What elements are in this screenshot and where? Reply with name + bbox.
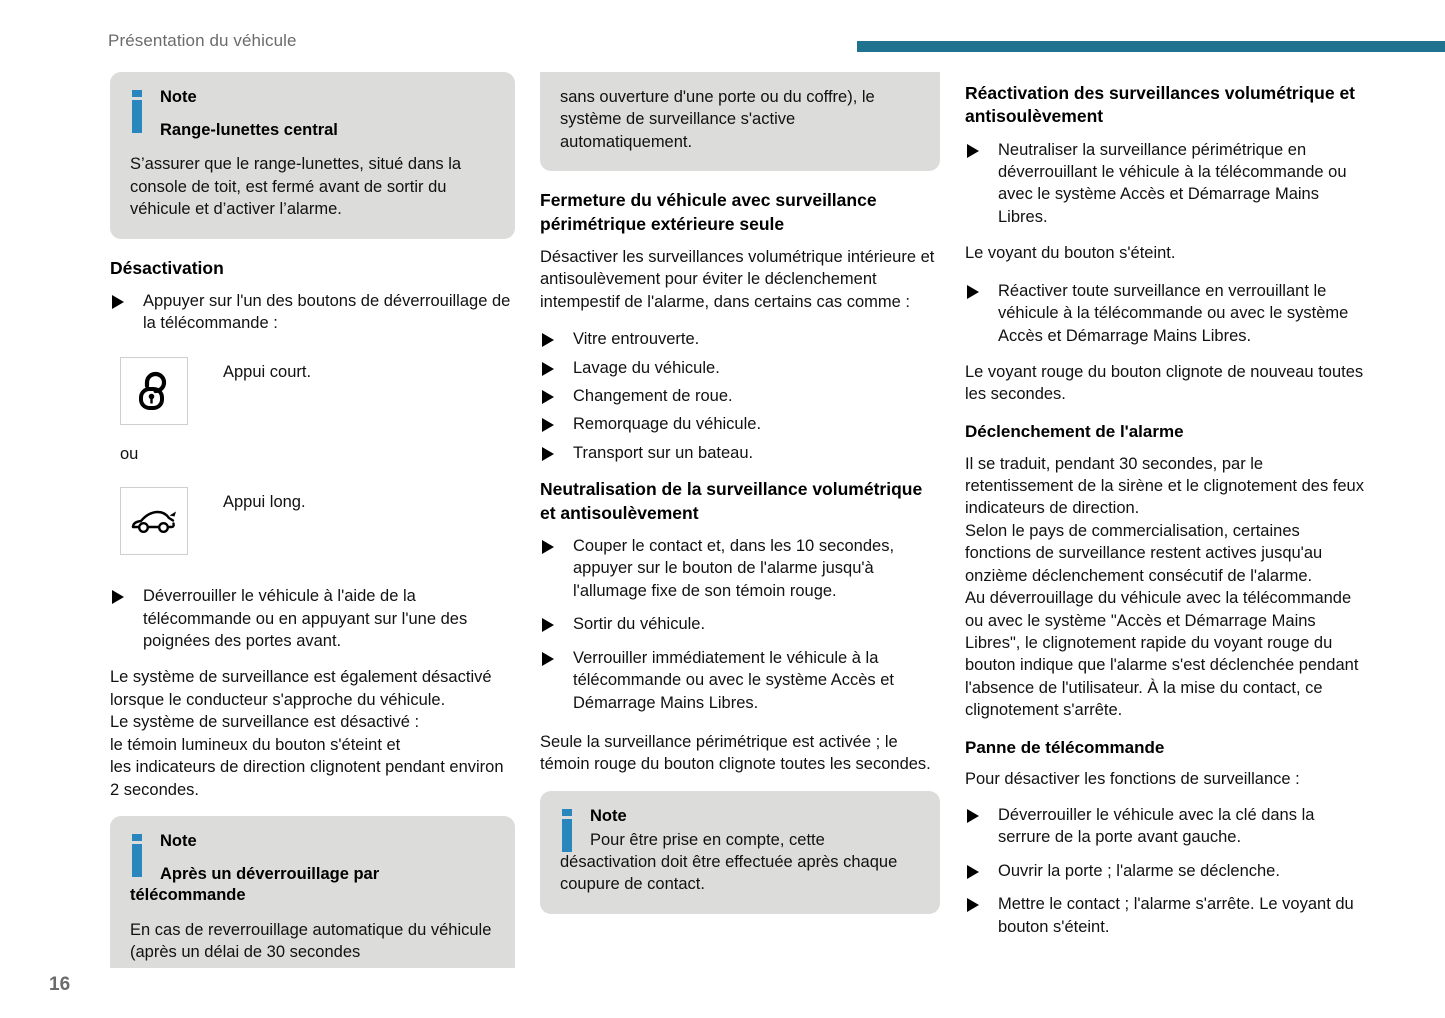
list-item-label: Ouvrir la porte ; l'alarme se déclenche. [998,861,1280,880]
list-item-label: Sortir du véhicule. [573,615,706,634]
note-box-apres-deverrouillage [110,816,515,968]
list-item [540,613,940,635]
list-reactiver-surveillance [965,280,1365,347]
page-title: Présentation du véhicule [108,31,297,50]
triangle-bullet-icon [967,865,979,879]
heading-reactivation: Réactivation des surveillances volumétrique et antisoulèvement [965,83,1356,127]
list-item-label: Vitre entrouverte. [573,330,700,349]
column-1 [0,72,530,962]
paragraph-declenchement-1: Il se traduit, pendant 30 secondes, par le retentissement de la sirène et le clignotement des feux indicateurs de direction. [965,454,1364,518]
triangle-bullet-icon [542,418,554,432]
note-box-continued [540,72,940,171]
paragraph-temoin-lumineux: le témoin lumineux du bouton s'éteint et [110,735,401,754]
list-item-label: Verrouiller immédiatement le véhicule à la télécommande ou avec le système Accès et Démarrage Mains Libres. [573,648,894,712]
triangle-bullet-icon [542,333,554,347]
paragraph-pour-desactiver: Pour désactiver les fonctions de surveillance : [965,770,1300,789]
triangle-bullet-icon [542,652,554,666]
column-3 [955,72,1445,958]
list-item-label: Transport sur un bateau. [573,443,754,462]
triangle-bullet-icon [542,447,554,461]
note-body: S’assurer que le range-lunettes, situé dans la console de toit, est fermé avant de sortir du véhicule et d’activer l’alarme. [130,155,462,219]
list-panne-steps [965,804,1365,938]
car-side-icon [128,501,180,541]
list-item [540,413,940,435]
note-body: En cas de reverrouillage automatique du véhicule (après un délai de 30 secondes [130,920,492,962]
list-item [540,535,940,602]
list-item-label: Couper le contact et, dans les 10 secondes, appuyer sur le bouton de l'alarme jusqu'à l'allumage fixe de son témoin rouge. [573,536,895,600]
content-columns [0,72,1445,962]
paragraph-declenchement-3: Au déverrouillage du véhicule avec la télécommande ou avec le système "Accès et Démarrage Mains Libres", le clignotement rapide du voyant rouge du bouton indique que l'alarme s'est déclenchée pendant l'absence de l'utilisateur. À la mise du contact, ce clignotement s'arrête. [965,589,1359,720]
pictogram-caption: Appui long. [223,493,306,512]
list-item-label: Déverrouiller le véhicule avec la clé dans la serrure de la porte avant gauche. [998,805,1315,847]
heading-desactivation: Désactivation [110,257,224,278]
triangle-bullet-icon [542,618,554,632]
note-label: Note [160,832,197,851]
header-accent-rule [857,41,1445,52]
list-item-label: Changement de roue. [573,387,733,406]
triangle-bullet-icon [967,285,979,299]
paragraph-voyant-rouge-clignote: Le voyant rouge du bouton clignote de nouveau toutes les secondes. [965,363,1364,404]
list-item [110,585,515,652]
paragraph-systeme-desactive-1: Le système de surveillance est également désactivé lorsque le conducteur s'approche du véhicule. [110,668,492,709]
triangle-bullet-icon [542,540,554,554]
list-item-label: Réactiver toute surveillance en verrouillant le véhicule à la télécommande ou avec le système Accès et Démarrage Mains Libres. [998,281,1349,345]
pictogram-frame [120,487,188,555]
triangle-bullet-icon [967,898,979,912]
heading-panne-telecommande: Panne de télécommande [965,737,1165,757]
note-box-range-lunettes [110,72,515,239]
paragraph-desactiver-surveillances: Désactiver les surveillances volumétrique intérieure et antisoulèvement pour éviter le déclenchement intempestif de l'alarme, dans certains cas comme : [540,247,935,311]
heading-neutralisation: Neutralisation de la surveillance volumétrique et antisoulèvement [540,479,923,523]
paragraph-seule-surveillance: Seule la surveillance périmétrique est activée ; le témoin rouge du bouton clignote toutes les secondes. [540,732,931,774]
list-desactivation-steps [110,290,515,335]
info-icon [132,90,142,133]
list-item [965,139,1365,229]
list-item [965,280,1365,347]
paragraph-declenchement-2: Selon le pays de commercialisation, certaines fonctions de surveillance restent actives jusqu'au onzième déclenchement consécutif de l'alarme. [965,521,1323,585]
triangle-bullet-icon [542,390,554,404]
triangle-bullet-icon [112,295,124,309]
paragraph-indicateurs-direction: les indicateurs de direction clignotent pendant environ 2 secondes. [110,758,504,799]
list-item-label: Appuyer sur l'un des boutons de déverrouillage de la télécommande : [143,291,511,333]
list-item [965,804,1365,849]
list-item-label: Mettre le contact ; l'alarme s'arrête. Le voyant du bouton s'éteint. [998,895,1354,936]
page-header [0,0,1445,60]
list-item-label: Déverrouiller le véhicule à l'aide de la télécommande ou en appuyant sur l'une des poignées des portes avant. [143,587,468,650]
note-box-coupure-contact [540,791,940,914]
unlock-padlock-icon [130,367,178,415]
pictogram-frame [120,357,188,425]
note-subheading: Après un déverrouillage par télécommande [130,864,380,905]
list-item-label: Neutraliser la surveillance périmétrique en déverrouillant le véhicule à la télécommande ou avec le système Accès et Démarrage Mains Libres. [998,140,1347,226]
triangle-bullet-icon [967,809,979,823]
list-deverrouiller [110,585,515,652]
info-icon [132,834,142,877]
list-item [540,328,940,350]
info-icon [562,809,572,852]
note-label: Note [590,806,627,825]
paragraph-voyant-eteint: Le voyant du bouton s'éteint. [965,244,1176,263]
heading-declenchement-alarme: Déclenchement de l'alarme [965,421,1184,441]
list-neutraliser-perimetrique [965,139,1365,229]
list-item [540,385,940,407]
list-item-label: Remorquage du véhicule. [573,415,762,434]
note-body: Pour être prise en compte, cette désactivation doit être effectuée après chaque coupure de contact. [560,830,898,894]
pictogram-caption: Appui court. [223,362,312,381]
pictogram-row-appui-long [120,487,515,555]
list-neutralisation-steps [540,535,940,714]
column-2 [530,72,955,958]
note-subheading: Range-lunettes central [160,120,338,139]
note-body-continued: sans ouverture d'une porte ou du coffre), le système de surveillance s'active automatiquement. [560,88,875,151]
triangle-bullet-icon [967,144,979,158]
pictogram-row-appui-court [120,357,515,425]
list-item-label: Lavage du véhicule. [573,358,720,377]
heading-fermeture-vehicule: Fermeture du véhicule avec surveillance périmétrique extérieure seule [540,190,877,234]
list-cas-exemples [540,328,940,464]
triangle-bullet-icon [112,590,124,604]
page-number: 16 [49,974,71,995]
list-item [110,290,515,335]
list-item [965,893,1365,938]
list-item [540,647,940,714]
or-text: ou [120,444,139,463]
list-item [965,860,1365,882]
paragraph-systeme-desactive-2: Le système de surveillance est désactivé : [110,713,420,732]
list-item [540,357,940,379]
note-label: Note [160,88,197,106]
list-item [540,442,940,464]
triangle-bullet-icon [542,362,554,376]
